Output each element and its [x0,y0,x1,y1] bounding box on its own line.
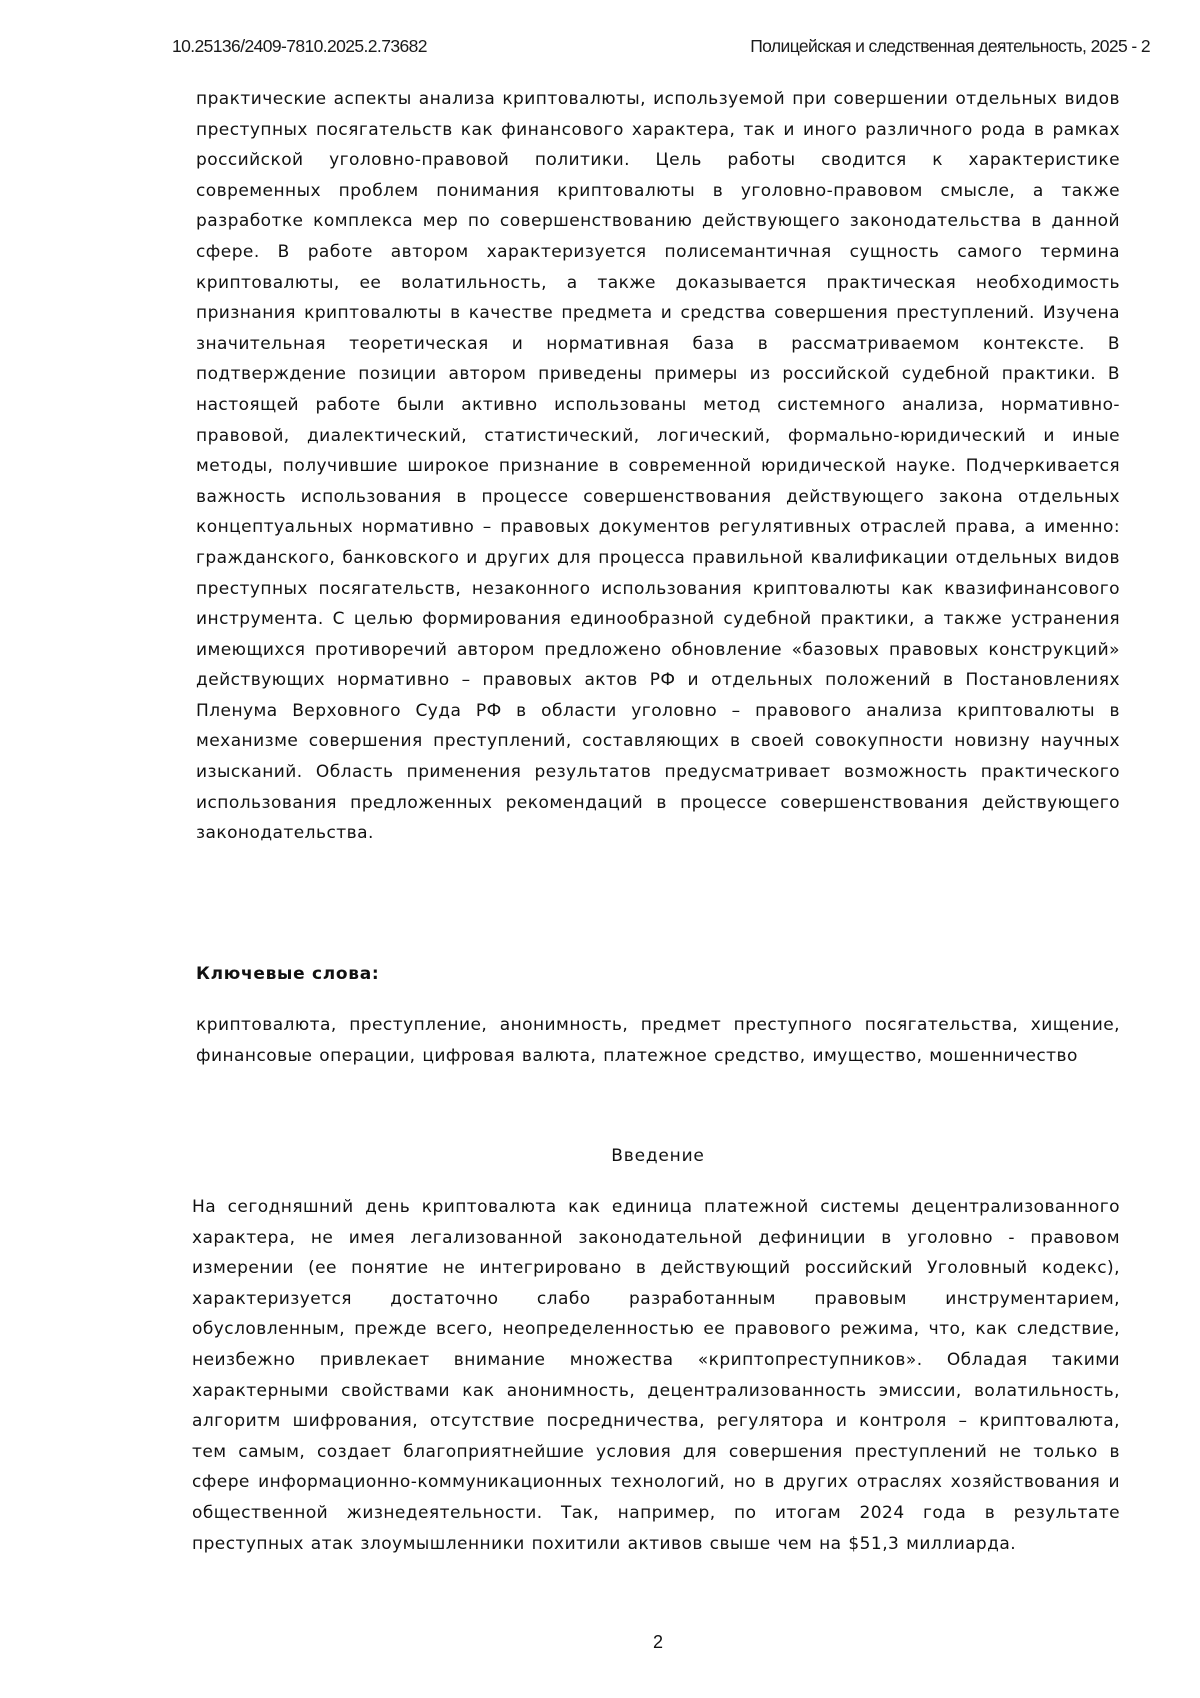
abstract-text: практические аспекты анализа криптовалюты, используемой при совершении отдельных видов преступных посягательств как финансового характера, так и иного различного рода в рамках российской уголовно-правовой политики. Цель работы сводится к характеристике современных проблем понимания криптовалюты в уголовно-правовом смысле, а также разработке комплекса мер по совершенствованию действующего законодательства в данной сфере. В работе автором характеризуется полисемантичная сущность самого термина криптовалюты, ее волатильность, а также доказывается практическая необходимость признания криптовалюты в качестве предмета и средства совершения преступлений. Изучена значительная теоретическая и нормативная база в рассматриваемом контексте. В подтверждение позиции автором приведены примеры из российской судебной практики. В настоящей работе были активно использованы метод системного анализа, нормативно-правовой, диалектический, статистический, логический, формально-юридический и иные методы, получившие широкое признание в современной юридической науке. Подчеркивается важность использования в процессе совершенствования действующего закона отдельных концептуальных нормативно – правовых документов регулятивных отраслей права, а именно: гражданского, банковского и других для процесса правильной квалификации отдельных видов преступных посягательств, незаконного использования криптовалюты как квазифинансового инструмента. С целью формирования единообразной судебной практики, а также устранения имеющихся противоречий автором предложено обновление «базовых правовых конструкций» действующих нормативно – правовых актов РФ и отдельных положений в Постановлениях Пленума Верховного Суда РФ в области уголовно – правового анализа криптовалюты в механизме совершения преступлений, составляющих в своей совокупности новизну научных изысканий. Область применения результатов предусматривает возможность практического использования предложенных рекомендаций в процессе совершенствования действующего законодательства. [196,89,1120,844]
journal-title: Полицейская и следственная деятельность, 2025 - 2 [750,36,1150,56]
doi-label: 10.25136/2409-7810.2025.2.73682 [172,36,427,56]
page-number: 2 [652,1632,663,1652]
keywords-text: криптовалюта, преступление, анонимность, предмет преступного посягательства, хищение, финансовые операции, цифровая валюта, платежное средство, имущество, мошенничество [196,1015,1120,1066]
section-heading-introduction: Введение [611,1146,705,1166]
running-header [172,36,1150,62]
keywords-heading: Ключевые слова: [196,964,380,984]
introduction-text: На сегодняшний день криптовалюта как единица платежной системы децентрализованного характера, не имея легализованной законодательной дефиниции в уголовно - правовом измерении (ее понятие не интегрировано в действующий российский Уголовный кодекс), характеризуется достаточно слабо разработанным правовым инструментарием, обусловленным, прежде всего, неопределенностью ее правового режима, что, как следствие, неизбежно привлекает внимание множества «криптопреступников». Обладая такими характерными свойствами как анонимность, децентрализованность эмиссии, волатильность, алгоритм шифрования, отсутствие посредничества, регулятора и контроля – криптовалюта, тем самым, создает благоприятнейшие условия для совершения преступлений не только в сфере информационно-коммуникационных технологий, но в других отраслях хозяйствования и общественной жизнедеятельности. Так, например, по итогам 2024 года в результате преступных атак злоумышленники похитили активов свыше чем на $51,3 миллиарда. [192,1197,1120,1554]
